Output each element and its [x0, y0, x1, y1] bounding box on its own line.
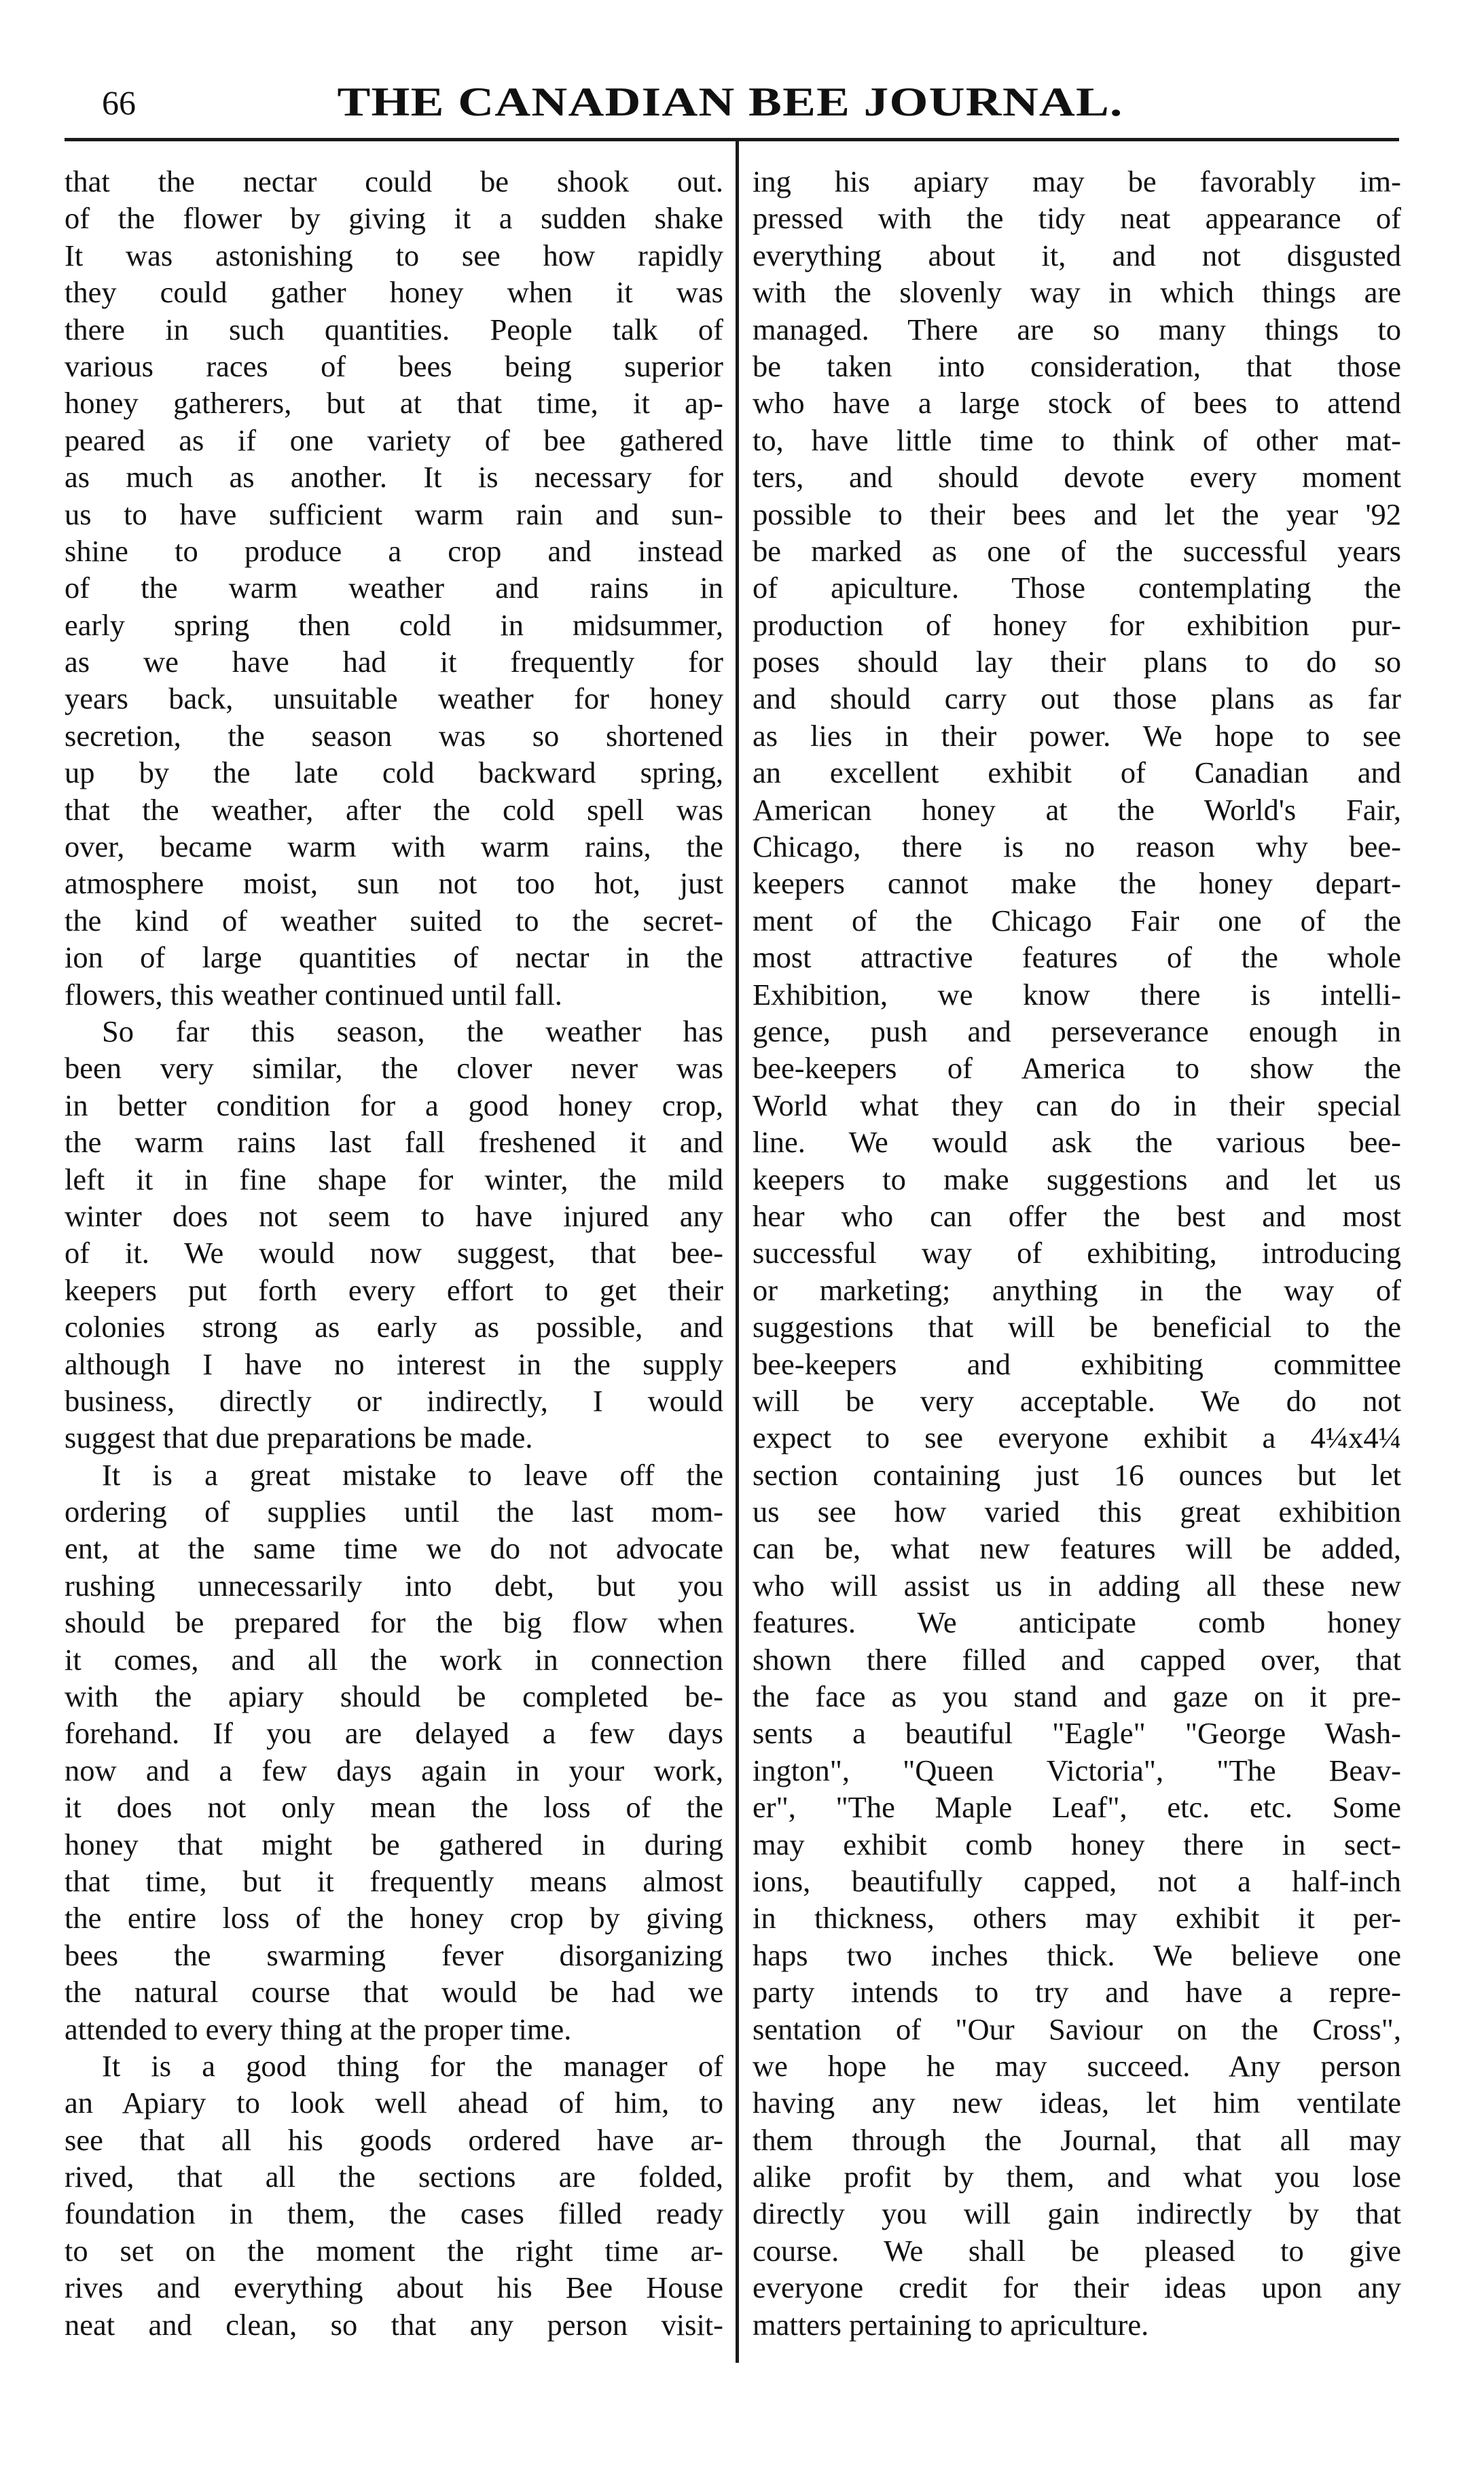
text-line: can be, what new features will be added,	[753, 1531, 1401, 1566]
text-line: years back, unsuitable weather for honey	[65, 681, 723, 716]
text-line: be marked as one of the successful years	[753, 533, 1401, 568]
text-line: forehand. If you are delayed a few days	[65, 1716, 723, 1751]
text-line: who have a large stock of bees to attend	[753, 386, 1401, 421]
text-line: honey that might be gathered in during	[65, 1827, 723, 1861]
text-line: managed. There are so many things to	[753, 312, 1401, 346]
text-line: be taken into consideration, that those	[753, 349, 1401, 383]
text-line: It is a great mistake to leave off the	[102, 1457, 723, 1492]
text-line: rived, that all the sections are folded,	[65, 2160, 723, 2194]
text-line: most attractive features of the whole	[753, 940, 1401, 975]
text-line: or marketing; anything in the way of	[753, 1272, 1401, 1307]
text-line: with the apiary should be completed be-	[65, 1679, 723, 1714]
text-line: of the flower by giving it a sudden shake	[65, 201, 723, 236]
column-divider	[736, 141, 739, 2363]
text-line: them through the Journal, that all may	[753, 2122, 1401, 2157]
text-line: that time, but it frequently means almost	[65, 1863, 723, 1898]
text-line: shine to produce a crop and instead	[65, 533, 723, 568]
text-line: the warm rains last fall freshened it and	[65, 1125, 723, 1160]
text-line: should be prepared for the big flow when	[65, 1605, 723, 1640]
text-line: directly you will gain indirectly by that	[753, 2196, 1401, 2231]
text-line: It was astonishing to see how rapidly	[65, 238, 723, 272]
text-line: atmosphere moist, sun not too hot, just	[65, 866, 723, 901]
text-line: that the nectar could be shook out.	[65, 164, 723, 198]
text-line: having any new ideas, let him ventilate	[753, 2086, 1401, 2120]
text-line: ment of the Chicago Fair one of the	[753, 903, 1401, 938]
text-line: up by the late cold backward spring,	[65, 755, 723, 790]
text-line: now and a few days again in your work,	[65, 1753, 723, 1787]
text-line: suggestions that will be beneficial to the	[753, 1310, 1401, 1344]
text-line: an excellent exhibit of Canadian and	[753, 755, 1401, 790]
text-line: everything about it, and not disgusted	[753, 238, 1401, 272]
text-line: colonies strong as early as possible, and	[65, 1310, 723, 1344]
text-line: bees the swarming fever disorganizing	[65, 1938, 723, 1972]
text-line: successful way of exhibiting, introducing	[753, 1236, 1401, 1270]
text-line: alike profit by them, and what you lose	[753, 2160, 1401, 2194]
text-line: ions, beautifully capped, not a half-inch	[753, 1863, 1401, 1898]
text-line: Chicago, there is no reason why bee-	[753, 829, 1401, 864]
text-line: rives and everything about his Bee House	[65, 2270, 723, 2305]
text-line: there in such quantities. People talk of	[65, 312, 723, 346]
text-line: they could gather honey when it was	[65, 275, 723, 310]
text-line: see that all his goods ordered have ar-	[65, 2122, 723, 2157]
text-line: attended to every thing at the proper time.	[65, 2012, 572, 2046]
text-line: an Apiary to look well ahead of him, to	[65, 2086, 723, 2120]
text-line: So far this season, the weather has	[102, 1014, 723, 1048]
journal-title: THE CANADIAN BEE JOURNAL.	[337, 79, 1123, 124]
text-line: American honey at the World's Fair,	[753, 792, 1401, 827]
text-line: matters pertaining to apriculture.	[753, 2307, 1149, 2342]
text-line: line. We would ask the various bee-	[753, 1125, 1401, 1160]
text-line: the entire loss of the honey crop by giving	[65, 1901, 723, 1935]
text-line: of it. We would now suggest, that bee-	[65, 1236, 723, 1270]
text-line: us to have sufficient warm rain and sun-	[65, 497, 723, 531]
text-line: who will assist us in adding all these new	[753, 1568, 1401, 1603]
text-line: it does not only mean the loss of the	[65, 1790, 723, 1825]
text-line: bee-keepers and exhibiting committee	[753, 1346, 1401, 1381]
text-line: shown there filled and capped over, that	[753, 1642, 1401, 1677]
text-line: may exhibit comb honey there in sect-	[753, 1827, 1401, 1861]
text-line: ing his apiary may be favorably im-	[753, 164, 1401, 198]
text-line: we hope he may succeed. Any person	[753, 2048, 1401, 2083]
text-line: although I have no interest in the supply	[65, 1346, 723, 1381]
text-line: er", "The Maple Leaf", etc. etc. Some	[753, 1790, 1401, 1825]
text-line: sents a beautiful "Eagle" "George Wash-	[753, 1716, 1401, 1751]
text-line: features. We anticipate comb honey	[753, 1605, 1401, 1640]
text-line: secretion, the season was so shortened	[65, 718, 723, 753]
text-line: us see how varied this great exhibition	[753, 1495, 1401, 1529]
text-line: as much as another. It is necessary for	[65, 460, 723, 495]
text-line: rushing unnecessarily into debt, but you	[65, 1568, 723, 1603]
text-line: section containing just 16 ounces but let	[753, 1457, 1401, 1492]
text-line: ion of large quantities of nectar in the	[65, 940, 723, 975]
page-header	[65, 76, 1396, 137]
text-line: that the weather, after the cold spell was	[65, 792, 723, 827]
text-line: the natural course that would be had we	[65, 1975, 723, 2010]
text-line: pressed with the tidy neat appearance of	[753, 201, 1401, 236]
text-line: haps two inches thick. We believe one	[753, 1938, 1401, 1972]
text-line: as lies in their power. We hope to see	[753, 718, 1401, 753]
text-line: various races of bees being superior	[65, 349, 723, 383]
text-line: the kind of weather suited to the secret-	[65, 903, 723, 938]
text-line: to, have little time to think of other mat-	[753, 423, 1401, 457]
text-line: as we have had it frequently for	[65, 645, 723, 679]
text-line: to set on the moment the right time ar-	[65, 2233, 723, 2268]
text-line: will be very acceptable. We do not	[753, 1383, 1401, 1418]
header-rule	[65, 138, 1399, 141]
text-line: suggest that due preparations be made.	[65, 1421, 533, 1455]
right-column	[753, 163, 1401, 2343]
text-line: keepers put forth every effort to get their	[65, 1272, 723, 1307]
text-line: production of honey for exhibition pur-	[753, 607, 1401, 642]
text-line: gence, push and perseverance enough in	[753, 1014, 1401, 1048]
text-line: bee-keepers of America to show the	[753, 1051, 1401, 1086]
text-line: in thickness, others may exhibit it per-	[753, 1901, 1401, 1935]
left-column	[65, 163, 723, 2343]
text-line: Exhibition, we know there is intelli-	[753, 977, 1401, 1012]
text-line: poses should lay their plans to do so	[753, 645, 1401, 679]
text-line: hear who can offer the best and most	[753, 1198, 1401, 1233]
text-line: keepers cannot make the honey depart-	[753, 866, 1401, 901]
text-line: expect to see everyone exhibit a 4¼x4¼	[753, 1421, 1401, 1455]
text-line: ordering of supplies until the last mom-	[65, 1495, 723, 1529]
text-line: foundation in them, the cases filled ready	[65, 2196, 723, 2231]
text-line: sentation of "Our Saviour on the Cross",	[753, 2012, 1401, 2046]
text-line: neat and clean, so that any person visit-	[65, 2307, 723, 2342]
text-line: peared as if one variety of bee gathered	[65, 423, 723, 457]
text-line: of apiculture. Those contemplating the	[753, 571, 1401, 605]
text-line: been very similar, the clover never was	[65, 1051, 723, 1086]
text-line: business, directly or indirectly, I would	[65, 1383, 723, 1418]
text-line: It is a good thing for the manager of	[102, 2048, 723, 2083]
text-line: and should carry out those plans as far	[753, 681, 1401, 716]
text-line: the face as you stand and gaze on it pre-	[753, 1679, 1401, 1714]
text-line: everyone credit for their ideas upon any	[753, 2270, 1401, 2305]
text-line: honey gatherers, but at that time, it ap-	[65, 386, 723, 421]
text-line: left it in fine shape for winter, the mild	[65, 1162, 723, 1196]
text-line: flowers, this weather continued until fall.	[65, 977, 562, 1012]
text-line: of the warm weather and rains in	[65, 571, 723, 605]
text-line: in better condition for a good honey crop,	[65, 1088, 723, 1122]
text-line: ters, and should devote every moment	[753, 460, 1401, 495]
text-line: it comes, and all the work in connection	[65, 1642, 723, 1677]
text-line: keepers to make suggestions and let us	[753, 1162, 1401, 1196]
text-line: over, became warm with warm rains, the	[65, 829, 723, 864]
text-line: party intends to try and have a repre-	[753, 1975, 1401, 2010]
text-line: World what they can do in their special	[753, 1088, 1401, 1122]
text-line: possible to their bees and let the year '92	[753, 497, 1401, 531]
text-line: with the slovenly way in which things are	[753, 275, 1401, 310]
text-line: ent, at the same time we do not advocate	[65, 1531, 723, 1566]
text-line: ington", "Queen Victoria", "The Beav-	[753, 1753, 1401, 1787]
text-line: early spring then cold in midsummer,	[65, 607, 723, 642]
text-line: winter does not seem to have injured any	[65, 1198, 723, 1233]
text-line: course. We shall be pleased to give	[753, 2233, 1401, 2268]
page-number: 66	[102, 84, 136, 122]
